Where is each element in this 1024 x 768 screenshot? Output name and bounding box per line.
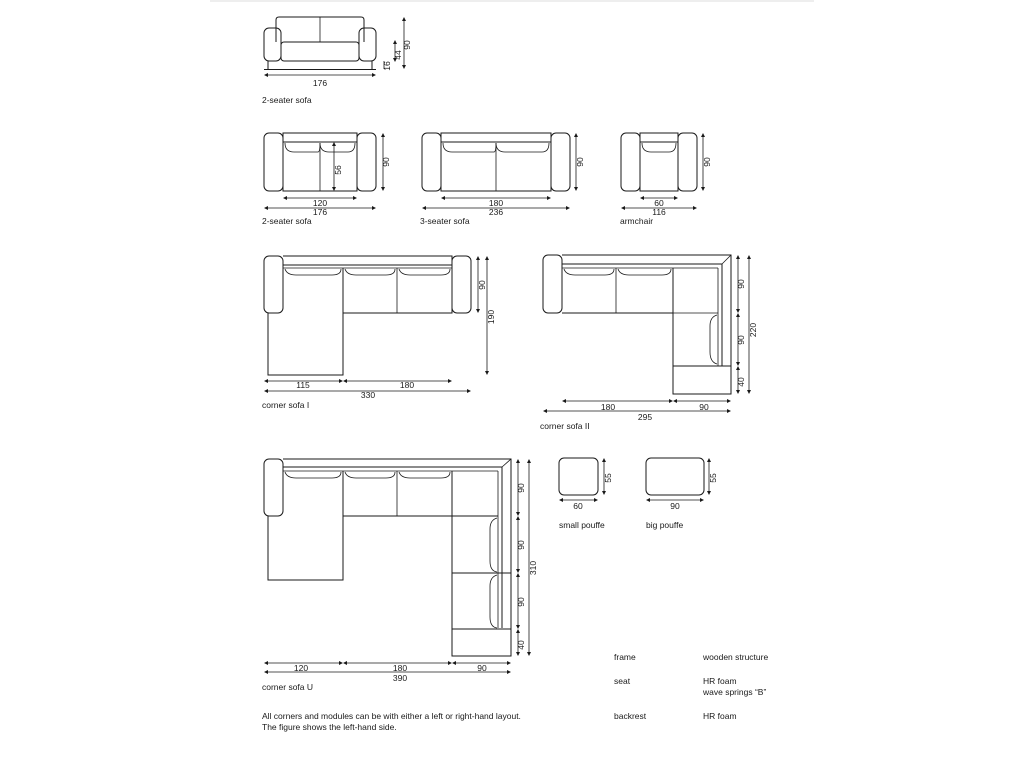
cornerU-total-label: 390: [392, 673, 408, 683]
armchair-top-view: [620, 133, 712, 226]
cornerU-v2-label: 90: [516, 540, 526, 550]
small-pouffe-caption: small pouffe: [559, 520, 605, 530]
corner1-total-label: 330: [360, 390, 376, 400]
small-pouffe-depth-label: 55: [603, 473, 613, 483]
sofa2-top-caption: 2-seater sofa: [262, 216, 312, 226]
spec-seat-material-1: HR foam: [703, 676, 737, 686]
corner2-v1-label: 90: [736, 279, 746, 289]
cornerU-mid-label: 180: [392, 663, 408, 673]
layout-notes: [262, 711, 521, 732]
armchair-top-depth-label: 90: [702, 157, 712, 167]
sofa2-front-view: [262, 17, 412, 105]
spec-seat-material-2: wave springs “B”: [703, 687, 767, 697]
sofa2-top-view: [262, 133, 391, 226]
sofa3-top-outer-label: 236: [488, 207, 504, 217]
corner1-caption: corner sofa I: [262, 400, 310, 410]
corner2-vtotal-label: 220: [748, 322, 758, 338]
armchair-top-caption: armchair: [620, 216, 654, 226]
cornerU-caption: corner sofa U: [262, 682, 314, 692]
spec-backrest-part: backrest: [614, 711, 647, 721]
spec-seat-part: seat: [614, 676, 631, 686]
armchair-top-outer-label: 116: [652, 207, 666, 217]
sofa2-top-outer-label: 176: [312, 207, 328, 217]
note-line-2: The figure shows the left-hand side.: [262, 722, 397, 732]
corner2-v2-label: 90: [736, 335, 746, 345]
spec-frame-part: frame: [614, 652, 636, 662]
sofa2-front-height-label: 90: [402, 40, 412, 50]
cornerU-v3-label: 90: [516, 597, 526, 607]
note-line-1: All corners and modules can be with either a left or right-hand layout.: [262, 711, 521, 721]
corner2-v3-label: 40: [736, 377, 746, 387]
cornerU-vtotal-label: 310: [528, 560, 538, 576]
corner2-total-label: 295: [637, 412, 653, 422]
armchair-top-inner-label: 60: [654, 198, 664, 208]
sofa3-top-view: [420, 133, 585, 226]
materials-spec-table: [614, 652, 768, 721]
corner1-mid-label: 180: [399, 380, 415, 390]
sofa2-front-seat-height-label: 44: [393, 50, 403, 60]
corner2-corner-label: 90: [699, 402, 709, 412]
corner-sofa-1-top-view: [262, 256, 496, 410]
cornerU-chaise-label: 120: [293, 663, 309, 673]
sofa2-front-leg-height-label: 16: [382, 61, 392, 71]
cornerU-v1-label: 90: [516, 483, 526, 493]
sofa2-top-seat-depth-label: 56: [333, 165, 343, 175]
corner2-mid-label: 180: [600, 402, 616, 412]
big-pouffe-top-view: [646, 458, 718, 530]
sofa3-top-depth-label: 90: [575, 157, 585, 167]
sofa2-front-width-label: 176: [312, 78, 328, 88]
sofa3-top-inner-label: 180: [488, 198, 504, 208]
corner1-chaise-depth-label: 190: [486, 309, 496, 325]
corner1-depth-label: 90: [477, 280, 487, 290]
sofa3-top-caption: 3-seater sofa: [420, 216, 470, 226]
cornerU-v4-label: 40: [516, 640, 526, 650]
small-pouffe-top-view: [559, 458, 613, 530]
big-pouffe-width-label: 90: [670, 501, 680, 511]
sofa2-top-depth-label: 90: [381, 157, 391, 167]
corner1-chaise-label: 115: [296, 380, 310, 390]
big-pouffe-depth-label: 55: [708, 473, 718, 483]
sofa2-front-caption: 2-seater sofa: [262, 95, 312, 105]
sofa2-top-inner-label: 120: [312, 198, 328, 208]
cornerU-corner-label: 90: [477, 663, 487, 673]
corner-sofa-2-top-view: [540, 255, 758, 431]
spec-backrest-material: HR foam: [703, 711, 737, 721]
corner-sofa-u-top-view: [262, 459, 538, 692]
big-pouffe-caption: big pouffe: [646, 520, 684, 530]
small-pouffe-width-label: 60: [573, 501, 583, 511]
spec-frame-material: wooden structure: [703, 652, 769, 662]
corner2-caption: corner sofa II: [540, 421, 590, 431]
